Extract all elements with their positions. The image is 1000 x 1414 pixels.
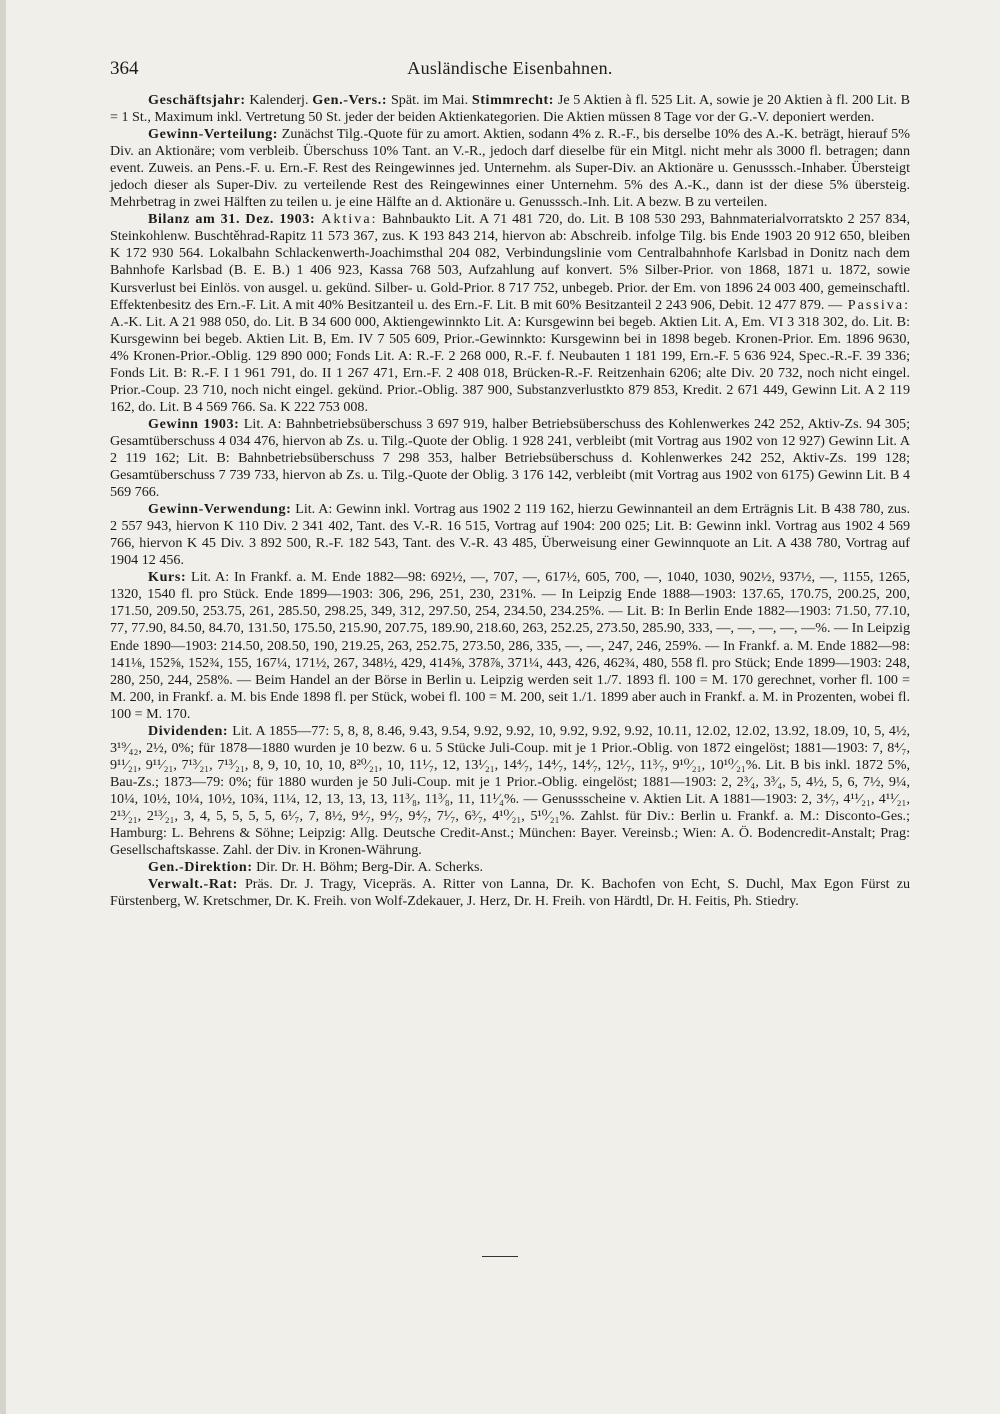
paragraph-gewinn-verteilung [110, 126, 910, 211]
text-gen-vers: Spät. im Mai. [387, 92, 472, 108]
paragraph-verwalt-rat [110, 876, 910, 910]
label-verwalt-rat: Verwalt.-Rat: [148, 876, 238, 893]
text-aktiva: Bahnbaukto Lit. A 71 481 720, do. Lit. B 108 530 293, Bahnmaterialvorratskto 2 257 834, Steinkohlenw. Buschtěhrad-Rapitz 11 573 367, zus. K 193 843 214, hiervon ab: Abschreib. infolge Tilg. bis Ende 1903 20 912 650, bleiben K 172 930 564. Lokalbahn Schlackenwerth-Joachimsthal 204 082, Verbindungslinie vom Centralbahnhofe Karlsbad in Donitz nach dem Bahnhofe Karlsbad (B. E. B.) 1 406 923, Kassa 768 503, Aufzahlung auf konvert. 5% Silber-Prior. von 1868, 1871 u. 1872, sowie Kursverlust bei Einlös. von ausgel. u. gekünd. Silber- u. Gold-Prior. 8 717 752, unbegeb. Prior. der Em. von 1896 24 003 400, gemeinschaftl. Effektenbesitz des Ern.-F. Lit. A mit 40% Besitzanteil u. des Ern.-F. Lit. B mit 60% Besitzanteil 2 243 906, Debit. 12 477 879. — [110, 211, 910, 313]
paragraph-gen-direktion [110, 859, 910, 876]
label-aktiva: Aktiva: [315, 211, 378, 228]
page-number: 364 [110, 58, 139, 79]
text-verwalt-rat: Präs. Dr. J. Tragy, Vicepräs. A. Ritter von Lanna, Dr. K. Bachofen von Echt, S. Duchl, Max Egon Fürst zu Fürstenberg, W. Kretschmer, Dr. K. Freih. von Wolf-Zdekauer, J. Herz, Dr. H. Freih. von Härdtl, Dr. H. Feitis, Ph. Stiedry. [110, 876, 910, 910]
paragraph-gewinn [110, 416, 910, 501]
text-gewinn-verwendung: Lit. A: Gewinn inkl. Vortrag aus 1902 2 119 162, hierzu Gewinnanteil an dem Erträgnis Lit. B 438 780, zus. 2 557 943, hiervon K 110 Div. 2 341 402, Tant. des V.-R. 16 515, Vortrag auf 1904: 200 025; Lit. B: Gewinn inkl. Vortrag aus 1902 4 569 766, hiervon K 45 Div. 3 892 500, R.-F. 182 543, Tant. des V.-R. 43 485, Überweisung einer Gewinnquote an Lit. A 438 780, Vortrag auf 1904 12 456. [110, 501, 910, 569]
paragraph-bilanz [110, 211, 910, 416]
label-gen-vers: Gen.-Vers.: [312, 92, 388, 108]
running-title: Ausländische Eisenbahnen. [407, 58, 613, 78]
text-gewinn: Lit. A: Bahnbetriebsüberschuss 3 697 919, halber Betriebsüberschuss des Kohlenwerkes 242 252, Aktiv-Zs. 94 305; Gesamtüberschuss 4 034 476, hiervon ab Zs. u. Tilg.-Quote der Oblig. 1 928 241, verbleibt (mit Vortrag aus 1902 von 12 927) Gewinn Lit. A 2 119 162; Lit. B: Bahnbetriebsüberschuss 7 298 353, halber Betriebsüberschuss d. Kohlenwerkes 242 252, Aktiv-Zs. 199 128; Gesamtüberschuss 7 739 733, hiervon ab Zs. u. Tilg.-Quote der Oblig. 3 176 142, verbleibt (mit Vortrag aus 1902 von 6175) Gewinn Lit. B 4 569 766. [110, 415, 910, 501]
text-passiva: A.-K. Lit. A 21 988 050, do. Lit. B 34 600 000, Aktiengewinnkto Lit. A: Kursgewinn bei begeb. Aktien Lit. A, Em. VI 3 318 302, do. Lit. B: Kursgewinn bei begeb. Aktien Lit. B, Em. IV 7 505 609, Prior.-Gewinnkto: Kursgewinn bei in 1898 begeb. Kronen-Prior. Em. 1896 9630, 4% Kronen-Prior.-Oblig. 129 890 000; Fonds Lit. A: R.-F. 2 268 000, R.-F. f. Neubauten 1 181 199, Ern.-F. 5 636 924, Spec.-R.-F. 39 336; Fonds Lit. B: R.-F. I 1 961 791, do. II 1 267 471, Ern.-F. 2 408 018, Brücken-R.-F. Reitzenhain 6206; alte Div. 20 732, noch nicht eingel. Prior.-Coup. 23 710, noch nicht eingel. gekünd. Prior.-Oblig. 387 900, Substanzverlustkto 879 853, Kredit. 2 671 449, Gewinn Lit. A 2 119 162, do. Lit. B 4 569 766. Sa. K 222 753 008. [110, 313, 910, 415]
label-bilanz: Bilanz am 31. Dez. 1903: [148, 211, 316, 228]
label-gewinn-verwendung: Gewinn-Verwendung: [148, 501, 292, 518]
body-text [110, 92, 910, 910]
label-geschaeftsjahr: Geschäftsjahr: [148, 92, 246, 108]
page-edge-shadow [0, 0, 6, 1414]
label-gewinn: Gewinn 1903: [148, 415, 240, 432]
paragraph-gewinn-verwendung [110, 501, 910, 569]
page-header [110, 58, 910, 92]
text-kurs: Lit. A: In Frankf. a. M. Ende 1882—98: 692½, —, 707, —, 617½, 605, 700, —, 1040, 1030, 902½, 937½, —, 1155, 1265, 1320, 1540 fl. pro Stück. Ende 1899—1903: 306, 296, 251, 230, 231%. — In Leipzig Ende 1888—1903: 137.65, 170.75, 200.25, 200, 171.50, 209.50, 253.75, 261, 285.50, 298.25, 349, 312, 297.50, 254, 234.50, 234.25%. — Lit. B: In Berlin Ende 1882—1903: 71.50, 77.10, 77, 77.90, 84.50, 84.70, 131.50, 175.50, 215.90, 207.75, 189.90, 218.60, 263, 252.25, 273.50, 285.90, 333, —, —, —, —, —%. — In Leipzig Ende 1890—1903: 214.50, 208.50, 190, 219.25, 263, 252.75, 273.50, 286, 335, —, —, 247, 246, 259%. — In Frankf. a. M. Ende 1882—98: 141⅛, 152⅝, 152¾, 155, 167¼, 171½, 267, 348½, 429, 414⅝, 378⅞, 371¼, 443, 426, 462¾, 480, 558 fl. pro Stück; Ende 1899—1903: 248, 280, 250, 244, 258%. — Beim Handel an der Börse in Berlin u. Leipzig werden seit 1./7. 1893 fl. 100 = M. 170 gerechnet, vorher fl. 100 = M. 200, in Frankf. a. M. bis Ende 1898 fl. per Stück, wobei fl. 100 = M. 200, seit 1./1. 1899 aber auch in Frankf. a. M. in Prozenten, wobei fl. 100 = M. 170. [110, 569, 910, 722]
text-stimmrecht: Je 5 Aktien à fl. 525 Lit. A, sowie je 20 Aktien à fl. 200 Lit. B = 1 St., Maximum inkl. Vertretung 50 St. jeder der beiden Aktienkategorien. Die Aktien müssen 8 Tage vor der G.-V. deponiert werden. [110, 92, 910, 126]
paragraph-geschaeftsjahr [110, 92, 910, 126]
label-passiva: Passiva: [842, 296, 910, 313]
paragraph-dividenden [110, 723, 910, 859]
text-dividenden: Lit. A 1855—77: 5, 8, 8, 8.46, 9.43, 9.54, 9.92, 9.92, 10, 9.92, 9.92, 9.92, 10.11, 12.02, 12.02, 13.92, 18.09, 10, 5, 4½, 3¹⁹⁄₄₂, 2½, 0%; für 1878—1880 wurden je 10 bezw. 6 u. 5 Stücke Juli-Coup. mit je 1 Prior.-Oblig. von 1872 eingelöst; 1881—1903: 7, 8⁴⁄₇, 9¹¹⁄₂₁, 9¹¹⁄₂₁, 7¹³⁄₂₁, 7¹³⁄₂₁, 8, 9, 10, 10, 10, 8²⁰⁄₂₁, 10, 11¹⁄₇, 12, 13¹⁄₂₁, 14⁴⁄₇, 14⁴⁄₇, 14⁴⁄₇, 12¹⁄₇, 11³⁄₇, 9¹⁰⁄₂₁, 10¹⁰⁄₂₁%. Lit. B bis inkl. 1872 5%, Bau-Zs.; 1873—79: 0%; für 1880 wurden je 50 Juli-Coup. mit je 1 Prior.-Oblig. eingelöst; 1881—1903: 2, 2³⁄₄, 3³⁄₄, 5, 4½, 5, 6, 7½, 9¼, 10¼, 10½, 10¼, 10½, 10¾, 11¼, 12, 13, 13, 13, 11³⁄₈, 11³⁄₈, 11, 11¹⁄₄%. — Genussscheine v. Aktien Lit. A 1881—1903: 2, 3⁴⁄₇, 4¹¹⁄₂₁, 4¹¹⁄₂₁, 2¹³⁄₂₁, 2¹³⁄₂₁, 3, 4, 5, 5, 5, 5, 6¹⁄₇, 7, 8½, 9⁴⁄₇, 9⁴⁄₇, 9⁴⁄₇, 7¹⁄₇, 6³⁄₇, 4¹⁰⁄₂₁, 5¹⁰⁄₂₁%. Zahlst. für Div.: Berlin u. Frankf. a. M.: Disconto-Ges.; Hamburg: L. Behrens & Söhne; Leipzig: Allg. Deutsche Credit-Anst.; München: Bayer. Vereinsb.; Wien: A. Ö. Bodencredit-Anstalt; Prag: Gesellschaftskasse. Zahl. der Div. in Kronen-Währung. [110, 722, 910, 859]
text-geschaeftsjahr: Kalenderj. [245, 92, 313, 108]
label-dividenden: Dividenden: [148, 722, 229, 739]
label-gewinn-verteilung: Gewinn-Verteilung: [148, 126, 279, 143]
end-rule [482, 1256, 518, 1257]
document-page [110, 58, 910, 910]
label-kurs: Kurs: [148, 569, 187, 586]
text-gen-direktion: Dir. Dr. H. Böhm; Berg-Dir. A. Scherks. [252, 859, 483, 876]
text-gewinn-verteilung: Zunächst Tilg.-Quote für zu amort. Aktien, sodann 4% z. R.-F., bis derselbe 10% des A.-K. beträgt, hierauf 5% Div. an Aktionäre; vom verbleib. Überschuss 10% Tant. an V.-R., jedoch darf dieselbe für ein Mitgl. nicht mehr als 3000 fl. betragen; dann event. Zuweis. an Pens.-F. u. Ern.-F. Rest des Reingewinnes jed. Unternehm. als Super-Div. an Aktionäre u. Genusssch.-Inhaber. Übersteigt jedoch dieser als Super-Div. zu verteilende Rest des Reingewinnes einer Unternehm. 5% des A.-K., dann ist der diese 5% übersteig. Mehrbetrag in zwei Hälften zu teilen u. je eine Hälfte an d. Aktionäre u. Genusssch.-Inh. Lit. A bezw. B zu verteilen. [110, 126, 910, 211]
paragraph-kurs [110, 569, 910, 722]
label-gen-direktion: Gen.-Direktion: [148, 859, 253, 876]
label-stimmrecht: Stimmrecht: [471, 92, 555, 108]
